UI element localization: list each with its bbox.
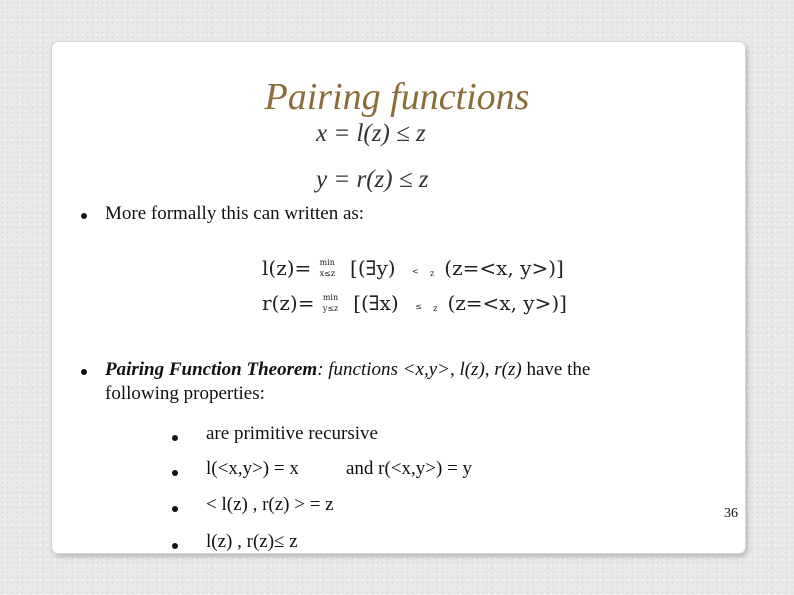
- equation-y-rz: [316, 166, 429, 194]
- formula-l-lt: <: [411, 267, 419, 276]
- formula-l-rest: (z=<x, y>)]: [444, 256, 564, 280]
- formula-r-z: z: [433, 304, 438, 313]
- sub-bullet-dot-4: [172, 543, 178, 549]
- sub-bullet-dot-1: [172, 435, 178, 441]
- formula-l-lhs: l(z)=: [262, 256, 312, 280]
- equation-x-lz-text: x = l(z) ≤ z: [316, 120, 426, 147]
- formula-l-of-z: [262, 255, 564, 280]
- formula-l-z: z: [429, 269, 435, 278]
- formula-r-min: [321, 290, 347, 313]
- page-number: 36: [724, 506, 738, 521]
- theorem-functions: functions <x,y>, l(z), r(z): [323, 359, 522, 380]
- formula-r-body: [(∃x): [353, 291, 399, 315]
- formula-l-min-label: min: [319, 258, 335, 267]
- formula-r-min-label: min: [322, 293, 339, 302]
- sub-bullet-dot-2: [172, 470, 178, 476]
- theorem-term: Pairing Function Theorem: [105, 359, 318, 380]
- formula-l-min: [318, 255, 344, 278]
- formula-r-min-sub: y≤z: [322, 304, 339, 313]
- bullet-text-theorem-line1: [105, 358, 590, 382]
- sub-bullet-bound: l(z) , r(z)≤ z: [206, 531, 298, 552]
- bullet-text-formally: More formally this can written as:: [105, 203, 365, 224]
- formula-l-min-sub: x≤z: [319, 269, 336, 278]
- formula-l-body: [(∃y): [350, 256, 396, 280]
- sub-bullet-pair-identity: < l(z) , r(z) > = z: [206, 494, 334, 515]
- formula-r-lhs: r(z)=: [262, 291, 315, 315]
- formula-r-lt: ≤: [415, 302, 422, 311]
- formula-r-rest: (z=<x, y>)]: [447, 291, 567, 315]
- theorem-sep: :: [317, 359, 324, 380]
- bullet-dot-2: [81, 369, 87, 375]
- equation-x-lz: [316, 120, 426, 148]
- slide-title: Pairing functions: [264, 76, 530, 118]
- sub-bullet-l-pair: l(<x,y>) = x: [206, 458, 299, 479]
- bullet-dot-1: [81, 213, 87, 219]
- equation-y-rz-text: y = r(z) ≤ z: [316, 166, 429, 193]
- formula-r-of-z: [262, 290, 567, 315]
- sub-bullet-r-pair: and r(<x,y>) = y: [346, 458, 473, 479]
- sub-bullet-primitive-recursive: are primitive recursive: [206, 423, 378, 444]
- theorem-rest: have the: [521, 359, 591, 380]
- sub-bullet-dot-3: [172, 506, 178, 512]
- bullet-text-theorem-line2: following properties:: [105, 383, 265, 404]
